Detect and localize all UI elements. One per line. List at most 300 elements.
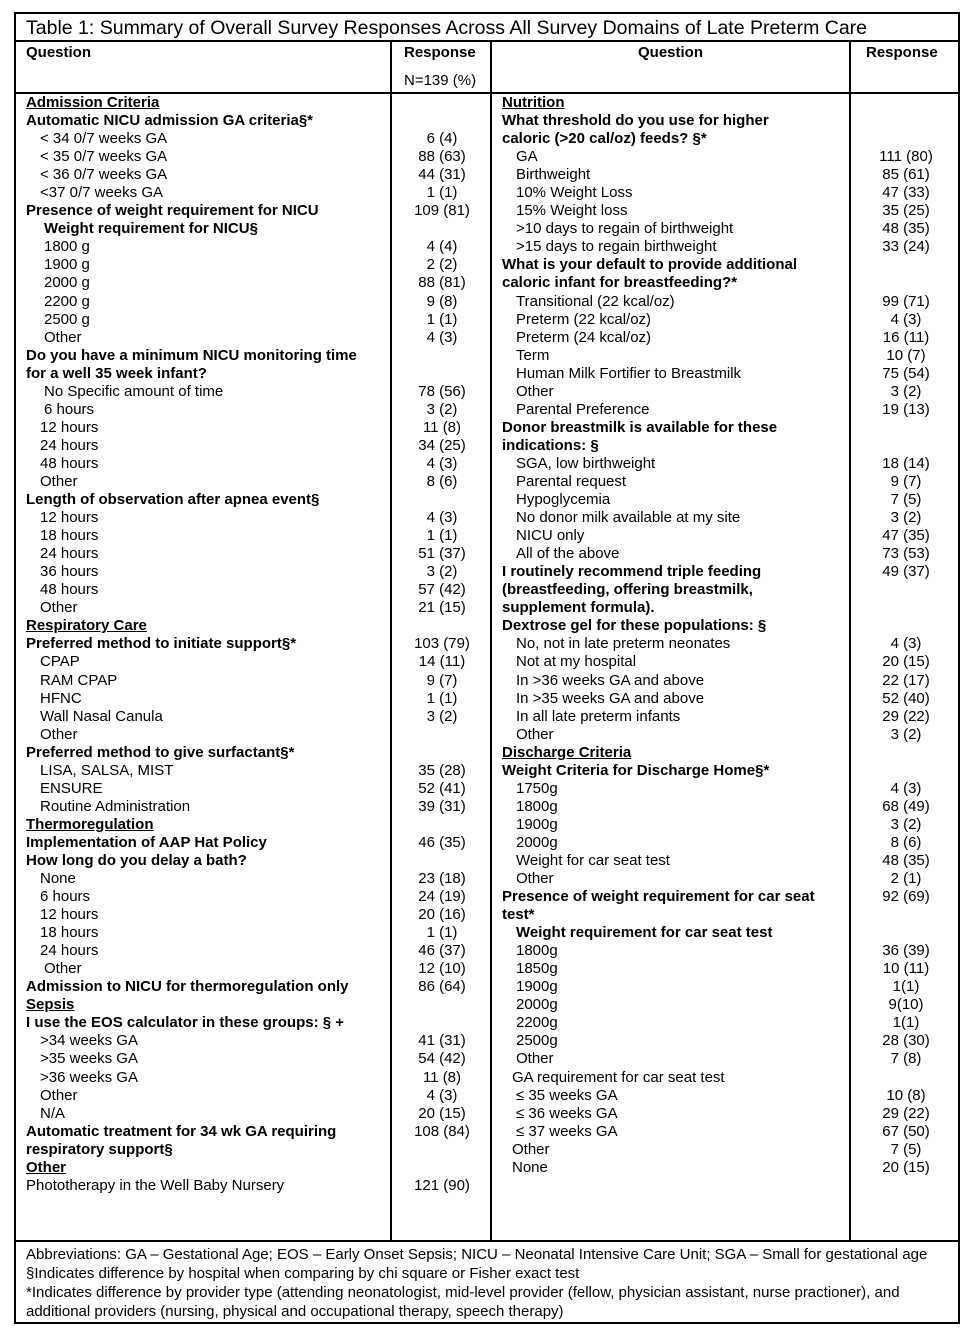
summary-table <box>14 12 960 1324</box>
row-question: Respiratory Care <box>26 617 147 635</box>
table-row <box>502 581 952 599</box>
table-row <box>502 274 952 292</box>
row-response: 34 (25) <box>418 436 466 454</box>
table-row <box>26 653 476 671</box>
row-question: LISA, SALSA, MIST <box>40 761 174 779</box>
row-question: Not at my hospital <box>516 653 637 671</box>
table-row <box>26 1177 476 1195</box>
row-question: >35 weeks GA <box>40 1050 138 1068</box>
row-response: 3 (2) <box>890 725 922 743</box>
row-response: 3 (2) <box>426 707 458 725</box>
row-question: 6 hours <box>40 888 91 906</box>
row-response: 3 (2) <box>890 815 922 833</box>
table-row <box>502 635 952 653</box>
table-row <box>502 924 952 942</box>
table-row <box>26 888 476 906</box>
table-row <box>26 329 476 347</box>
row-question: >34 weeks GA <box>40 1032 138 1050</box>
table-row <box>502 1159 952 1177</box>
row-question: 2000g <box>516 833 558 851</box>
table-row <box>26 437 476 455</box>
table-row <box>502 599 952 617</box>
row-response: 1(1) <box>892 1014 920 1032</box>
row-question: Weight Criteria for Discharge Home§* <box>502 761 770 779</box>
row-response: 16 (11) <box>882 328 930 346</box>
table-row <box>26 1069 476 1087</box>
row-response: 49 (37) <box>882 563 930 581</box>
row-response: 18 (14) <box>882 454 930 472</box>
table-row <box>26 599 476 617</box>
table-row <box>502 1105 952 1123</box>
row-question: 1750g <box>516 779 558 797</box>
row-question: Do you have a minimum NICU monitoring time <box>26 346 357 364</box>
row-response: 109 (81) <box>414 202 470 220</box>
row-question: Preferred method to initiate support§* <box>26 635 297 653</box>
row-question: 6 hours <box>44 400 95 418</box>
row-response: 54 (42) <box>418 1050 466 1068</box>
table-row <box>26 1087 476 1105</box>
row-response: 57 (42) <box>418 581 466 599</box>
column-divider <box>390 42 392 94</box>
row-response: 6 (4) <box>426 130 458 148</box>
note-abbreviations: Abbreviations: GA – Gestational Age; EOS – Early Onset Sepsis; NICU – Neonatal Intensive Care Unit; SGA – Small for gestational age <box>26 1246 928 1263</box>
row-question: >15 days to regain birthweight <box>516 238 717 256</box>
row-response: 4 (3) <box>426 1086 458 1104</box>
table-row <box>26 94 476 112</box>
row-question: 48 hours <box>40 454 99 472</box>
table-row <box>26 256 476 274</box>
row-response: 35 (28) <box>418 761 466 779</box>
table-row <box>502 491 952 509</box>
row-question: None <box>40 870 76 888</box>
row-response: 4 (3) <box>890 310 922 328</box>
row-response: 3 (2) <box>426 400 458 418</box>
table-row <box>26 473 476 491</box>
row-question: GA requirement for car seat test <box>512 1068 725 1086</box>
table-row <box>26 112 476 130</box>
row-response: 88 (63) <box>418 148 466 166</box>
table-row <box>502 942 952 960</box>
table-row <box>26 509 476 527</box>
table-header <box>16 42 958 94</box>
row-question: Weight requirement for car seat test <box>516 924 773 942</box>
table-row <box>502 527 952 545</box>
row-response: 4 (3) <box>890 779 922 797</box>
row-question: Wall Nasal Canula <box>40 707 163 725</box>
table-row <box>26 1159 476 1177</box>
table-row <box>502 1032 952 1050</box>
row-response: 39 (31) <box>418 797 466 815</box>
row-response: 4 (3) <box>426 509 458 527</box>
row-question: Preterm (24 kcal/oz) <box>516 328 652 346</box>
row-question: Nutrition <box>502 94 565 111</box>
table-row <box>502 834 952 852</box>
table-row <box>502 1014 952 1032</box>
row-response: 3 (2) <box>890 382 922 400</box>
table-row <box>502 473 952 491</box>
row-response: 3 (2) <box>426 563 458 581</box>
table-row <box>502 401 952 419</box>
table-row <box>502 852 952 870</box>
row-question: Weight for car seat test <box>516 851 670 869</box>
row-question: Term <box>516 346 550 364</box>
row-response: 20 (15) <box>882 653 930 671</box>
table-row <box>26 293 476 311</box>
row-question: >10 days to regain of birthweight <box>516 220 734 238</box>
row-question: 24 hours <box>40 942 99 960</box>
row-response: 28 (30) <box>882 1032 930 1050</box>
table-row <box>502 672 952 690</box>
row-question: < 34 0/7 weeks GA <box>40 130 168 148</box>
row-question: 12 hours <box>40 418 99 436</box>
row-response: 29 (22) <box>882 707 930 725</box>
row-response: 78 (56) <box>418 382 466 400</box>
table-row <box>502 726 952 744</box>
row-question: No, not in late preterm neonates <box>516 635 731 653</box>
table-row <box>26 744 476 762</box>
table-row <box>26 726 476 744</box>
row-response: 2 (1) <box>890 870 922 888</box>
row-question: Other <box>44 328 82 346</box>
row-question: >36 weeks GA <box>40 1068 138 1086</box>
table-row <box>26 978 476 996</box>
table-row <box>502 509 952 527</box>
row-question: caloric (>20 cal/oz) feeds? §* <box>502 130 707 148</box>
row-response: 68 (49) <box>882 797 930 815</box>
row-question: I routinely recommend triple feeding <box>502 563 762 581</box>
table-row <box>26 816 476 834</box>
table-row <box>502 653 952 671</box>
row-question: 10% Weight Loss <box>516 184 633 202</box>
row-response: 1 (1) <box>426 689 458 707</box>
row-question: 18 hours <box>40 527 99 545</box>
row-response: 99 (71) <box>882 292 930 310</box>
header-n-label: N=139 (%) <box>404 72 477 89</box>
table-row <box>502 202 952 220</box>
row-response: 88 (81) <box>418 274 466 292</box>
row-question: Dextrose gel for these populations: § <box>502 617 767 635</box>
table-row <box>26 672 476 690</box>
row-response: 103 (79) <box>414 635 470 653</box>
row-question: N/A <box>40 1104 66 1122</box>
row-question: Admission Criteria <box>26 94 160 111</box>
table-row <box>502 293 952 311</box>
table-row <box>26 401 476 419</box>
table-row <box>502 238 952 256</box>
row-response: 8 (6) <box>426 472 458 490</box>
row-question: Preferred method to give surfactant§* <box>26 743 295 761</box>
row-question: Transitional (22 kcal/oz) <box>516 292 675 310</box>
row-question: Other <box>44 960 82 978</box>
table-row <box>502 1087 952 1105</box>
row-response: 44 (31) <box>418 166 466 184</box>
row-question: Hypoglycemia <box>516 491 611 509</box>
row-question: supplement formula). <box>502 599 655 617</box>
table-row <box>26 455 476 473</box>
table-body <box>16 94 958 1242</box>
row-response: 41 (31) <box>418 1032 466 1050</box>
row-question: In >36 weeks GA and above <box>516 671 705 689</box>
table-title: Table 1: Summary of Overall Survey Responses Across All Survey Domains of Late Preterm Care <box>16 14 958 42</box>
table-row <box>26 690 476 708</box>
row-question: 2000g <box>516 996 558 1014</box>
table-row <box>502 870 952 888</box>
row-question: Sepsis <box>26 996 75 1014</box>
row-question: Presence of weight requirement for NICU <box>26 202 319 220</box>
row-question: Other <box>40 725 78 743</box>
row-response: 108 (84) <box>414 1122 470 1140</box>
note-provider-difference: *Indicates difference by provider type (attending neonatologist, mid-level provider (fellow, physician assistant, nurse practioner), and additional providers (nursing, physical and occupational therapy, speech therapy) <box>26 1284 900 1320</box>
table-row <box>502 1050 952 1068</box>
table-row <box>502 744 952 762</box>
row-question: No Specific amount of time <box>44 382 224 400</box>
row-question: GA <box>516 148 538 166</box>
row-question: 2500g <box>516 1032 558 1050</box>
table-row <box>26 924 476 942</box>
table-row <box>26 202 476 220</box>
row-question: CPAP <box>40 653 80 671</box>
row-question: 1800 g <box>44 238 90 256</box>
row-question: Other <box>40 599 78 617</box>
row-question: Length of observation after apnea event§ <box>26 491 320 509</box>
table-row <box>502 888 952 906</box>
table-row <box>502 365 952 383</box>
row-response: 14 (11) <box>418 653 466 671</box>
header-question-left: Question <box>26 44 92 61</box>
row-question: 1850g <box>516 960 558 978</box>
row-question: 36 hours <box>40 563 99 581</box>
table-row <box>26 996 476 1014</box>
table-row <box>26 527 476 545</box>
table-row <box>502 563 952 581</box>
row-question: RAM CPAP <box>40 671 118 689</box>
row-question: ENSURE <box>40 779 103 797</box>
row-question: None <box>512 1158 548 1176</box>
row-response: 73 (53) <box>882 545 930 563</box>
row-question: All of the above <box>516 545 620 563</box>
table-row <box>26 130 476 148</box>
note-hospital-difference: §Indicates difference by hospital when comparing by chi square or Fisher exact test <box>26 1265 580 1282</box>
table-row <box>502 798 952 816</box>
table-row <box>502 1123 952 1141</box>
row-question: How long do you delay a bath? <box>26 851 247 869</box>
row-response: 10 (11) <box>882 960 930 978</box>
row-response: 111 (80) <box>879 148 933 166</box>
row-question: Automatic treatment for 34 wk GA requiring <box>26 1122 337 1140</box>
row-question: Presence of weight requirement for car seat <box>502 888 815 906</box>
row-question: 1900g <box>516 978 558 996</box>
row-response: 10 (8) <box>886 1086 926 1104</box>
row-response: 1 (1) <box>426 527 458 545</box>
row-response: 12 (10) <box>418 960 466 978</box>
row-response: 7 (5) <box>890 491 922 509</box>
row-question: What threshold do you use for higher <box>502 112 769 130</box>
table-row <box>502 996 952 1014</box>
row-response: 47 (35) <box>882 527 930 545</box>
table-row <box>26 311 476 329</box>
row-response: 3 (2) <box>890 509 922 527</box>
table-row <box>502 906 952 924</box>
row-response: 8 (6) <box>890 833 922 851</box>
table-row <box>26 852 476 870</box>
table-row <box>26 1032 476 1050</box>
row-question: HFNC <box>40 689 82 707</box>
table-row <box>502 455 952 473</box>
row-question: Other <box>516 382 554 400</box>
table-row <box>26 762 476 780</box>
table-row <box>502 383 952 401</box>
row-response: 67 (50) <box>882 1122 930 1140</box>
table-row <box>502 311 952 329</box>
row-response: 33 (24) <box>882 238 930 256</box>
table-row <box>26 798 476 816</box>
table-row <box>502 329 952 347</box>
row-response: 19 (13) <box>882 400 930 418</box>
row-question: Weight requirement for NICU§ <box>44 220 258 238</box>
table-row <box>26 708 476 726</box>
row-response: 4 (3) <box>426 454 458 472</box>
row-question: 1800g <box>516 797 558 815</box>
row-response: 20 (15) <box>882 1158 930 1176</box>
row-response: 9 (7) <box>426 671 458 689</box>
table-row <box>502 220 952 238</box>
row-question: 2000 g <box>44 274 90 292</box>
table-row <box>26 960 476 978</box>
table-row <box>26 617 476 635</box>
row-question: Other <box>512 1140 550 1158</box>
row-question: Other <box>26 1158 67 1176</box>
table-row <box>502 148 952 166</box>
row-response: 10 (7) <box>886 346 926 364</box>
row-question: indications: § <box>502 436 599 454</box>
row-question: Automatic NICU admission GA criteria§* <box>26 112 314 130</box>
row-question: Other <box>40 1086 78 1104</box>
row-question: Phototherapy in the Well Baby Nursery <box>26 1176 285 1194</box>
left-column <box>26 94 476 1195</box>
row-response: 2 (2) <box>426 256 458 274</box>
row-response: 4 (3) <box>890 635 922 653</box>
table-row <box>26 419 476 437</box>
row-response: 7 (5) <box>890 1140 922 1158</box>
row-response: 1 (1) <box>426 924 458 942</box>
row-question: test* <box>502 906 535 924</box>
row-response: 1(1) <box>892 978 920 996</box>
row-response: 46 (37) <box>418 942 466 960</box>
table-row <box>26 545 476 563</box>
row-response: 47 (33) <box>882 184 930 202</box>
row-response: 52 (40) <box>882 689 930 707</box>
row-question: <37 0/7 weeks GA <box>40 184 163 202</box>
table-row <box>502 545 952 563</box>
row-response: 48 (35) <box>882 220 930 238</box>
table-row <box>502 780 952 798</box>
table-row <box>502 762 952 780</box>
table-row <box>502 1141 952 1159</box>
row-response: 9 (7) <box>890 472 922 490</box>
row-response: 86 (64) <box>418 978 466 996</box>
table-row <box>502 256 952 274</box>
row-question: respiratory support§ <box>26 1140 173 1158</box>
row-question: Parental request <box>516 472 627 490</box>
row-response: 9(10) <box>888 996 924 1014</box>
row-question: 48 hours <box>40 581 99 599</box>
row-question: Routine Administration <box>40 797 191 815</box>
row-response: 92 (69) <box>882 888 930 906</box>
row-question: 18 hours <box>40 924 99 942</box>
table-row <box>502 978 952 996</box>
table-row <box>502 130 952 148</box>
row-response: 48 (35) <box>882 851 930 869</box>
row-question: NICU only <box>516 527 585 545</box>
row-question: 2200 g <box>44 292 90 310</box>
row-question: I use the EOS calculator in these groups: § + <box>26 1014 345 1032</box>
table-row <box>26 870 476 888</box>
row-question: 12 hours <box>40 906 99 924</box>
row-question: Discharge Criteria <box>502 743 632 761</box>
row-response: 1 (1) <box>426 184 458 202</box>
table-row <box>26 1123 476 1141</box>
table-row <box>502 184 952 202</box>
column-divider <box>490 42 492 94</box>
table-row <box>26 780 476 798</box>
row-question: What is your default to provide additional <box>502 256 798 274</box>
table-row <box>26 166 476 184</box>
table-row <box>502 708 952 726</box>
row-response: 4 (3) <box>426 328 458 346</box>
row-question: SGA, low birthweight <box>516 454 656 472</box>
row-response: 36 (39) <box>882 942 930 960</box>
row-question: ≤ 35 weeks GA <box>516 1086 618 1104</box>
row-response: 51 (37) <box>418 545 466 563</box>
table-row <box>502 347 952 365</box>
row-response: 1 (1) <box>426 310 458 328</box>
header-response-right: Response <box>866 44 938 61</box>
row-question: 2200g <box>516 1014 558 1032</box>
table-row <box>26 1050 476 1068</box>
table-row <box>502 166 952 184</box>
row-response: 75 (54) <box>882 364 930 382</box>
row-question: Other <box>40 472 78 490</box>
table-row <box>26 834 476 852</box>
row-response: 35 (25) <box>882 202 930 220</box>
row-response: 4 (4) <box>426 238 458 256</box>
row-response: 52 (41) <box>418 779 466 797</box>
row-response: 22 (17) <box>882 671 930 689</box>
table-row <box>26 347 476 365</box>
row-question: 1900g <box>516 815 558 833</box>
row-question: 24 hours <box>40 545 99 563</box>
row-question: ≤ 37 weeks GA <box>516 1122 618 1140</box>
table-row <box>26 148 476 166</box>
row-question: 12 hours <box>40 509 99 527</box>
table-row <box>26 1105 476 1123</box>
table-row <box>502 419 952 437</box>
table-row <box>26 906 476 924</box>
table-row <box>502 94 952 112</box>
table-row <box>502 1069 952 1087</box>
row-response: 24 (19) <box>418 888 466 906</box>
table-row <box>26 1141 476 1159</box>
row-question: for a well 35 week infant? <box>26 364 207 382</box>
row-question: Other <box>516 725 554 743</box>
row-response: 11 (8) <box>422 418 462 436</box>
table-row <box>26 383 476 401</box>
row-question: < 36 0/7 weeks GA <box>40 166 168 184</box>
table-row <box>26 1014 476 1032</box>
row-response: 20 (16) <box>418 906 466 924</box>
row-question: caloric infant for breastfeeding?* <box>502 274 738 292</box>
table-row <box>502 112 952 130</box>
